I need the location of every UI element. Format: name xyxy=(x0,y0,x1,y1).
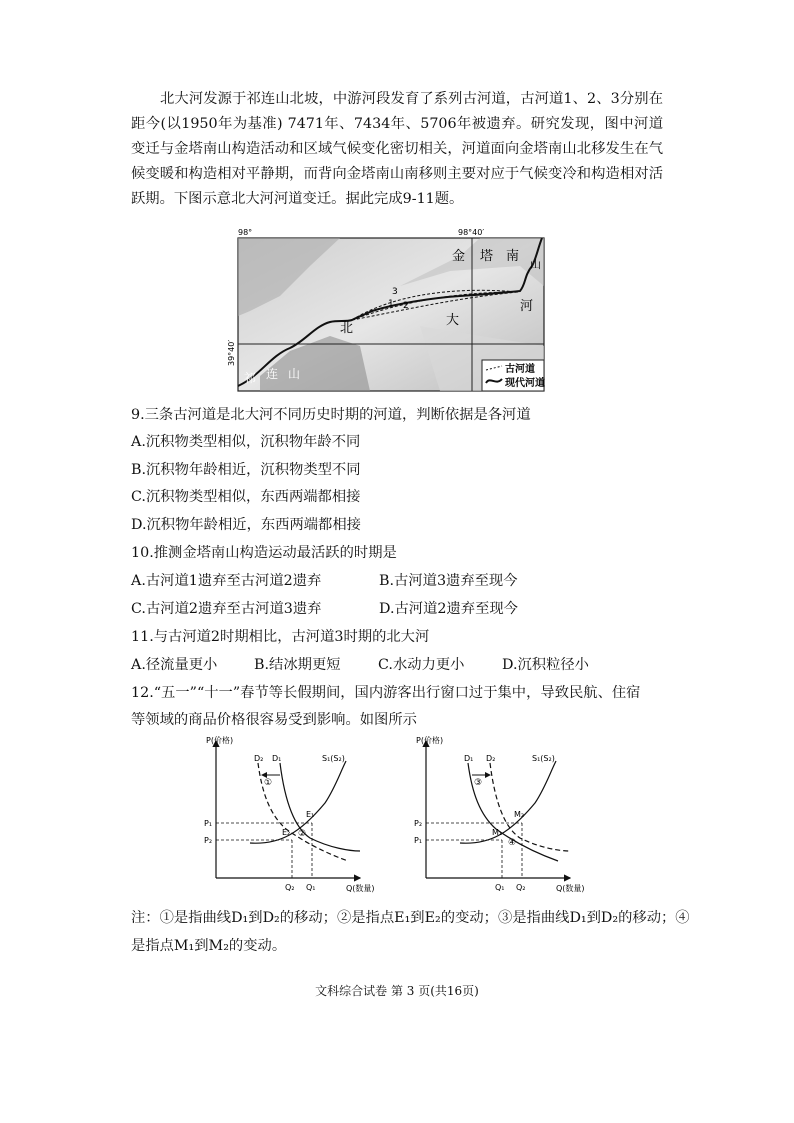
g1-label-p2: P₂ xyxy=(204,836,213,845)
g1-label-q1: Q₁ xyxy=(306,883,316,892)
g2-x-axis-label: Q(数量) xyxy=(556,884,585,893)
g1-label-e2: E₂ xyxy=(282,828,291,837)
g2-marker-3: ③ xyxy=(474,778,483,788)
q11-option-b: B.结冰期更短 xyxy=(254,657,341,673)
g1-demand-curve-d1 xyxy=(280,763,360,851)
q9-option-c: C.沉积物类型相似，东西两端都相接 xyxy=(131,489,361,505)
q10-stem: 10.推测金塔南山构造运动最活跃的时期是 xyxy=(131,545,397,561)
channel-label-1: 1 xyxy=(388,299,394,309)
place-shan2: 山 xyxy=(288,367,301,381)
note-line2: 是指点M₁到M₂的变动。 xyxy=(131,938,287,954)
q9-option-d: D.沉积物年龄相近，东西两端都相接 xyxy=(131,517,361,533)
q9-option-b: B.沉积物年龄相近，沉积物类型不同 xyxy=(131,462,361,478)
legend-ancient-label: 古河道 xyxy=(505,364,535,375)
g1-label-s: S₁(S₂) xyxy=(322,754,345,763)
g2-supply-curve xyxy=(460,761,556,843)
supply-demand-graph-1 xyxy=(200,733,400,893)
q11-stem: 11.与古河道2时期相比，古河道3时期的北大河 xyxy=(131,629,430,645)
place-nan: 南 xyxy=(506,249,520,264)
place-jin: 金 xyxy=(452,249,466,264)
g2-label-q2: Q₂ xyxy=(516,883,526,892)
g1-label-e1: E₁ xyxy=(306,810,315,819)
g2-marker-4: ④ xyxy=(508,838,517,848)
page-footer: 文科综合试卷 第 3 页(共16页) xyxy=(315,984,479,998)
legend-modern-label: 现代河道 xyxy=(505,378,545,389)
q10-option-a: A.古河道1遗弃至古河道2遗弃 xyxy=(131,573,322,589)
g2-y-axis-label: P(价格) xyxy=(416,736,444,745)
g2-label-q1: Q₁ xyxy=(495,883,505,892)
intro-paragraph: 北大河发源于祁连山北坡，中游河段发育了系列古河道，古河道1、2、3分别在距今(以1950年为基准) 7471年、7434年、5706年被遗弃。研究发现，图中河道变迁与金塔南山构造活动和区域气候变化密切相关，河道面向金塔南山北移发生在气候变暖和构造相对平静期，而背向金塔南山南移则主要对应于气候变冷和构造相对活跃期。下图示意北大河河道变迁。据此完成9-11题。 xyxy=(131,91,663,207)
q10-option-b: B.古河道3遗弃至现今 xyxy=(379,573,518,589)
g2-label-m1: M₁ xyxy=(492,828,503,837)
channel-label-2: 2 xyxy=(403,301,409,311)
q12-stem-line1: 12.“五一”“十一”春节等长假期间，国内游客出行窗口过于集中，导致民航、住宿 xyxy=(131,685,641,701)
q10-option-c: C.古河道2遗弃至古河道3遗弃 xyxy=(131,601,322,617)
g2-label-p1: P₁ xyxy=(414,836,423,845)
note-line1: 注：①是指曲线D₁到D₂的移动；②是指点E₁到E₂的变动；③是指曲线D₁到D₂的移动；④ xyxy=(131,910,690,926)
lon-left-label: 98° xyxy=(238,228,253,237)
place-ta: 塔 xyxy=(480,249,494,264)
g2-demand-curve-d2 xyxy=(490,763,570,851)
q12-stem-line2: 等领域的商品价格很容易受到影响。如图所示 xyxy=(131,712,417,728)
g1-label-d2: D₂ xyxy=(254,754,264,763)
place-qi: 祁 xyxy=(244,371,257,385)
channel-label-3: 3 xyxy=(392,287,398,297)
lat-label: 39°40′ xyxy=(227,339,236,366)
g1-x-axis-label: Q(数量) xyxy=(346,884,375,893)
g2-label-p2: P₂ xyxy=(414,819,423,828)
g2-label-d1: D₁ xyxy=(464,754,474,763)
g1-label-q2: Q₂ xyxy=(285,883,295,892)
lon-right-label: 98°40′ xyxy=(458,228,485,237)
place-da: 大 xyxy=(446,313,460,328)
river-map xyxy=(220,226,550,392)
place-bei: 北 xyxy=(340,321,354,336)
g1-y-axis-label: P(价格) xyxy=(206,736,234,745)
g1-marker-2: ② xyxy=(298,829,307,839)
q9-stem: 9.三条古河道是北大河不同历史时期的河道，判断依据是各河道 xyxy=(131,407,531,423)
g1-label-p1: P₁ xyxy=(204,819,213,828)
place-lian: 连 xyxy=(266,367,279,381)
q11-option-d: D.沉积粒径小 xyxy=(502,657,589,673)
g2-label-m2: M₂ xyxy=(514,810,525,819)
place-shan: 山 xyxy=(530,258,541,271)
q11-option-a: A.径流量更小 xyxy=(131,657,218,673)
g2-label-d2: D₂ xyxy=(486,754,496,763)
g1-marker-1: ① xyxy=(264,778,273,788)
supply-demand-graph-2 xyxy=(410,733,610,893)
q10-option-d: D.古河道2遗弃至现今 xyxy=(379,601,518,617)
place-he: 河 xyxy=(520,299,534,314)
q11-option-c: C.水动力更小 xyxy=(378,657,465,673)
q9-option-a: A.沉积物类型相似，沉积物年龄不同 xyxy=(131,434,361,450)
g2-label-s: S₁(S₂) xyxy=(532,754,555,763)
g1-label-d1: D₁ xyxy=(272,754,282,763)
